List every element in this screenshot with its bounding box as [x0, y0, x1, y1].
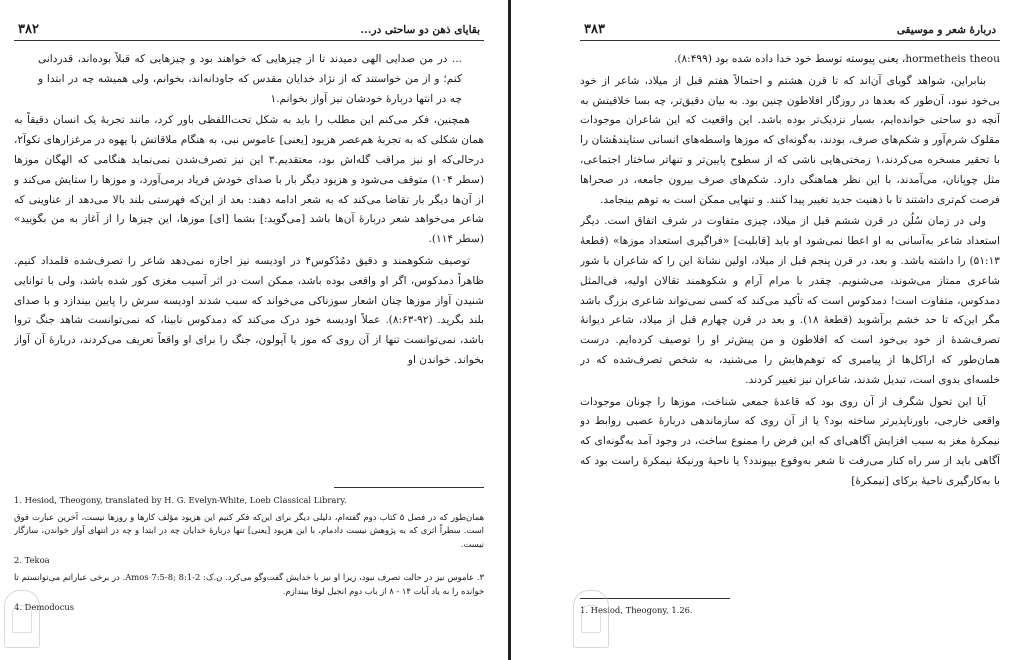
right-footnotes	[580, 604, 1000, 621]
right-paragraph: hormetheis theou، یعنی پیوسته توسط خود خدا داده شده بود (۸:۴۹۹).	[673, 53, 1000, 65]
right-page-number: ۳۸۳	[584, 22, 605, 37]
left-footnote: ۳. عاموس نیز در حالت تصرف نبود، زیرا او نیز با خدایش گفت‌وگو می‌کرد. ن.ک: Amos 7:5-8; 8:1-2. در برخی عباراتم می‌توانستم تا خوانده را به یاد آیات ۱۴ - ۸ از باب دوم انجیل لوقا بیندازم.	[14, 571, 484, 596]
left-footnote: 1. Hesiod, Theogony, translated by H. G. Evelyn-White, Loeb Classical Library.	[14, 495, 347, 505]
left-paragraph: همچنین، فکر می‌کنم این مطلب را باید به شکل تحت‌اللفظی باور کرد، مانند تجربهٔ یک انسان دقیقاً به همان شکلی که به تجربهٔ هم‌عصر هزیود [یعنی] عاموس نبی، به هنگام ملاقاتش با یهوه در مرغزارهای تکوآ۲، درحالی‌که او نیز مراقب گله‌اش بود، معتقدیم.۳ این نیز تصرف‌شدن نمی‌نماید هنگامی که الهگان موزها (سطر ۱۰۴) متوقف می‌شود و هزیود دیگر بار با صدای خودش فریاد برمی‌آورد، و موزها را ستایش می‌کند و از آن‌ها دیگر بار تقاضا می‌کند که به شعر ادامه دهند: بعد از این‌که فهرستی بلند بالا می‌دهد از عناوینی که شاعر می‌خواهد شعر دربارهٔ آن‌ها باشد [می‌گوید:] بشما [ای] موزها، این چیزها را از آغاز به من بگویید» (سطر ۱۱۴).	[14, 114, 484, 246]
left-page-header	[14, 22, 484, 41]
left-paragraph-quote: ... در من صدایی الهی دمیدند تا از چیزهایی که خواهند بود و چیزهایی که قبلاً بوده‌اند، قدردانی کنم؛ و از من خواستند که از نژاد خدایان مقدس که جاودانه‌اند، بخوانم، ولی همیشه چه در ابتدا و چه در انتها دربارهٔ خودشان نیز آواز بخوانم.۱	[38, 53, 462, 105]
right-footnote: 1. Hesiod, Theogony, 1.26.	[580, 605, 693, 615]
left-page	[14, 0, 484, 660]
left-footnote: همان‌طور که در فصل ۵ کتاب دوم گفته‌ام، دلیلی دیگر برای این‌که فکر کنیم این هزیود مؤلف کارها و روزها نیست، آخرین عبارت فوق است. سطراً اثری که به پژوهش نیست دادمام، با این هزیود [یعنی] تنها دربارهٔ خدایان چه در ابتدا و چه در انتهای آواز خواندن، سازگار نیست.	[14, 511, 484, 549]
left-footnote-rule	[334, 487, 484, 488]
left-footnote: 2. Tekoa	[14, 555, 50, 566]
right-page	[580, 0, 1000, 660]
left-footnote: 4. Demodocus	[14, 602, 75, 613]
right-page-header	[580, 22, 1000, 41]
left-page-number: ۳۸۲	[18, 22, 39, 37]
page-gutter-divider	[508, 0, 511, 660]
right-paragraph: آیا این تحول شگرف از آن روی بود که قاعدهٔ جمعی شناخت، موزها را چونان موجودات واقعی خارجی، باورناپذیرتر ساخته بود؟ یا از آن روی که سازماندهی دربارهٔ عصبی روابط دو نیمکرهٔ مغز به سبب افزایش آگاهی‌ای که این فرض را ممنوع ساخت، در وجود آمد به‌گونه‌ای که آگاهی باید از سر راه کنار می‌رفت تا شعر به‌وقوع بپیوندد؟ یا ناحیهٔ ورنیکهٔ نیمکرهٔ راست بود که با به‌کارگیری ناحیهٔ برکای [نیمکرهٔ]	[580, 395, 1000, 487]
library-stamp-icon	[573, 590, 609, 648]
right-paragraph: بنابراین، شواهد گویای آن‌اند که تا قرن هشتم و احتمالاً هفتم قبل از میلاد، شاعر از خود بی‌خود نبود، آن‌طور که بعدها در روزگار افلاطون چنین بود. به بیان دقیق‌تر، چه بسا خلاقیتش به آنچه دو ساحتی خوانده‌ایم، بسیار نزدیک‌تر بوده باشد. این واقعیت که این شاعران موجودات مقلوک شرم‌آور و شکم‌های صرف، بودند، به‌گونه‌ای که موزها واسطه‌های انسانی ستایندهٔشان را با تحقیر مسخره می‌کردند،۱ زمختی‌هایی ناشی که از سطوح پایین‌تر و تنهاتر ساختار اجتماعی، مثل چوپانان، می‌آمدند، با این نظر هماهنگی دارد. شکم‌های صرف بیرون جامعه، در صحراها فرصت کم‌تری داشتند تا با ذهنیت جدید تغییر پیدا کنند. و تنهایی ممکن است به توهم بینجامد.	[580, 74, 1000, 206]
right-paragraph: ولی در زمان سُلُن در قرن ششم قبل از میلاد، چیزی متفاوت در شرف اتفاق است. دیگر استعداد شاعر به‌آسانی به او اعطا نمی‌شود او باید [قابلیت] «فراگیری استعداد موزها» (قطعهٔ ۵۱:۱۳) را داشته باشد. و بعد، در قرن پنجم قبل از میلاد، اولین نشانهٔ این را که شاعران با شور شاعری ممتاز می‌شوند، می‌شنویم. چقدر با مرام آرام و شکوهمند تقالان اولیه، فی‌المثل دمدکوس، متفاوت است! دمدکوس است که تأکید می‌کند که کسی نمی‌تواند شاعری بزرگ باشد مگر این‌که تا حد خشم برآشوبد (قطعهٔ ۱۸). و بعد در قرن چهارم قبل از میلاد، شاعر دیوانهٔ تصرف‌شدهٔ از خود بی‌خود است که افلاطون و من پیش‌تر او را توصیف کرده‌ایم. درست همان‌طور که اراکل‌ها از پیامبری که توهم‌هایش را می‌شنید، به شخص تصرف‌شده که در خلسه‌ای بدوی است، تبدیل شدند، شاعران نیز تغییر کردند.	[580, 215, 1000, 386]
library-stamp-icon	[4, 590, 40, 648]
right-running-header: دربارهٔ شعر و موسیقی	[896, 24, 996, 36]
left-running-header: بقایای ذهن دو ساحتی در...	[360, 24, 480, 36]
left-page-body	[14, 50, 484, 373]
left-footnotes	[14, 494, 484, 618]
left-paragraph: توصیف شکوهمند و دقیق دمُدُکوس۴ در اودیسه نیز اجازه نمی‌دهد شاعر را تصرف‌شده قلمداد کنیم. ظاهراً دمدکوس، اگر او واقعی بوده باشد، ممکن است در اثر آسیب مغزی کور شده باشد، ولی با توانایی شنیدن آواز موزها چنان اشعار سوزناکی می‌خواند که سبب شدند اودیسه سرش را پایین بیندازد و با صدای بلند بگرید. (۹۲-۸:۶۳). عملاً اودیسه خود درک می‌کند که دمدکوس نابینا، که نمی‌توانست شاهد جنگ تروا باشد، نمی‌توانست تنها از آن روی که موز یا آپولون، جنگ را برای او واقعاً تعریف می‌کردند، دربارهٔ آن آواز بخواند. خواندن او	[14, 254, 484, 366]
right-page-body	[580, 50, 1000, 494]
